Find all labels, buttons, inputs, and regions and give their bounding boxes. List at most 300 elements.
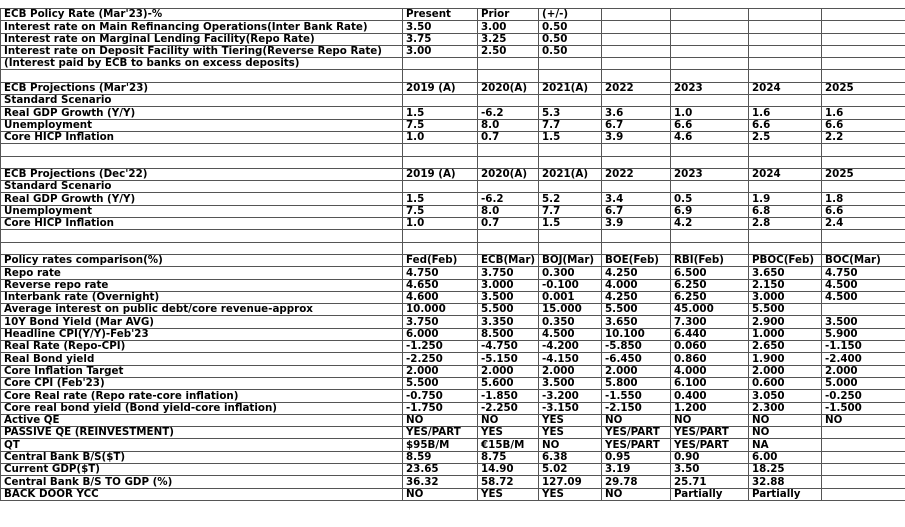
row-label-cell: (Interest paid by ECB to banks on excess deposits) [1, 58, 403, 70]
policy-comparison-row [1, 291, 905, 303]
row-label-cell: Core CPI (Feb'23) [1, 377, 403, 389]
value-cell: 2.000 [539, 365, 602, 377]
value-cell: 6.9 [671, 205, 749, 217]
value-cell: 2.2 [822, 131, 905, 143]
value-cell [671, 45, 749, 57]
empty-cell [478, 156, 539, 168]
value-cell: Present [403, 9, 478, 21]
empty-cell [822, 242, 905, 254]
value-cell: 4.750 [403, 267, 478, 279]
empty-cell [602, 70, 671, 82]
value-cell: -6.2 [478, 193, 539, 205]
value-cell [403, 58, 478, 70]
value-cell: 2019 (A) [403, 82, 478, 94]
blank-row [1, 70, 905, 82]
value-cell [822, 9, 905, 21]
value-cell: NO [822, 414, 905, 426]
value-cell [602, 21, 671, 33]
blank-row [1, 156, 905, 168]
value-cell: Partially [671, 488, 749, 500]
value-cell: 2022 [602, 82, 671, 94]
value-cell: 0.001 [539, 291, 602, 303]
value-cell: 18.25 [749, 463, 822, 475]
value-cell: 3.00 [403, 45, 478, 57]
value-cell: NO [602, 488, 671, 500]
value-cell: 1.9 [749, 193, 822, 205]
value-cell: NO [671, 414, 749, 426]
value-cell: -2.250 [478, 402, 539, 414]
blank-row [1, 230, 905, 242]
policy-comparison-row [1, 439, 905, 451]
row-label-cell: Active QE [1, 414, 403, 426]
value-cell [478, 95, 539, 107]
value-cell: 3.350 [478, 316, 539, 328]
value-cell: 8.59 [403, 451, 478, 463]
value-cell: 1.0 [403, 131, 478, 143]
value-cell [822, 488, 905, 500]
value-cell: YES [478, 427, 539, 439]
value-cell: 2.5 [749, 131, 822, 143]
empty-cell [822, 70, 905, 82]
policy-rate-row [1, 33, 905, 45]
value-cell: -4.750 [478, 341, 539, 353]
value-cell [602, 9, 671, 21]
value-cell: 8.75 [478, 451, 539, 463]
value-cell: 2.000 [478, 365, 539, 377]
value-cell: 6.00 [749, 451, 822, 463]
value-cell: -1.550 [602, 390, 671, 402]
value-cell [822, 451, 905, 463]
value-cell: 6.250 [671, 279, 749, 291]
projections-mar23-row [1, 95, 905, 107]
row-label-cell: Average interest on public debt/core revenue-approx [1, 304, 403, 316]
policy-comparison-header-row [1, 254, 905, 266]
row-label-cell: Current GDP($T) [1, 463, 403, 475]
row-label-cell: Central Bank B/S($T) [1, 451, 403, 463]
value-cell: NO [539, 439, 602, 451]
empty-cell [403, 144, 478, 156]
policy-rate-header-row [1, 9, 905, 21]
row-label-cell: Reverse repo rate [1, 279, 403, 291]
value-cell: 2.000 [822, 365, 905, 377]
value-cell: 3.650 [749, 267, 822, 279]
empty-cell [478, 70, 539, 82]
policy-rate-row [1, 45, 905, 57]
empty-cell [539, 242, 602, 254]
value-cell: 6.7 [602, 205, 671, 217]
value-cell: 5.500 [602, 304, 671, 316]
value-cell: Partially [749, 488, 822, 500]
value-cell: 2.000 [403, 365, 478, 377]
value-cell: 4.650 [403, 279, 478, 291]
value-cell: 5.800 [602, 377, 671, 389]
value-cell: -5.150 [478, 353, 539, 365]
value-cell: 58.72 [478, 476, 539, 488]
value-cell [671, 181, 749, 193]
empty-cell [749, 242, 822, 254]
value-cell: 2022 [602, 168, 671, 180]
value-cell: 4.000 [602, 279, 671, 291]
value-cell [822, 427, 905, 439]
value-cell: 6.100 [671, 377, 749, 389]
value-cell [539, 95, 602, 107]
policy-comparison-row [1, 427, 905, 439]
empty-cell [478, 242, 539, 254]
value-cell: 3.50 [403, 21, 478, 33]
value-cell: (+/-) [539, 9, 602, 21]
projections-mar23-row [1, 107, 905, 119]
value-cell [478, 181, 539, 193]
value-cell [478, 58, 539, 70]
value-cell: 25.71 [671, 476, 749, 488]
value-cell [822, 304, 905, 316]
empty-cell [403, 70, 478, 82]
value-cell: BOJ(Mar) [539, 254, 602, 266]
value-cell [749, 95, 822, 107]
policy-comparison-row [1, 341, 905, 353]
value-cell: -0.750 [403, 390, 478, 402]
value-cell: BOC(Mar) [822, 254, 905, 266]
policy-comparison-row [1, 304, 905, 316]
value-cell: -6.2 [478, 107, 539, 119]
value-cell: 14.90 [478, 463, 539, 475]
value-cell: NO [749, 414, 822, 426]
value-cell: 6.6 [671, 119, 749, 131]
policy-comparison-row [1, 328, 905, 340]
value-cell: NO [602, 414, 671, 426]
value-cell: 127.09 [539, 476, 602, 488]
value-cell [671, 33, 749, 45]
value-cell: -1.150 [822, 341, 905, 353]
value-cell: 2020(A) [478, 82, 539, 94]
value-cell: $95B/M [403, 439, 478, 451]
empty-cell [1, 230, 403, 242]
value-cell: NO [749, 427, 822, 439]
value-cell: -3.150 [539, 402, 602, 414]
value-cell: YES [539, 414, 602, 426]
empty-cell [1, 156, 403, 168]
value-cell [822, 463, 905, 475]
row-label-cell: Standard Scenario [1, 181, 403, 193]
value-cell: 8.500 [478, 328, 539, 340]
value-cell: 3.9 [602, 218, 671, 230]
value-cell [749, 58, 822, 70]
row-label-cell: Repo rate [1, 267, 403, 279]
value-cell: 2025 [822, 82, 905, 94]
value-cell [822, 58, 905, 70]
row-label-cell: Interest rate on Marginal Lending Facility(Repo Rate) [1, 33, 403, 45]
value-cell: 3.19 [602, 463, 671, 475]
projections-dec22-row [1, 193, 905, 205]
value-cell: 2.50 [478, 45, 539, 57]
value-cell: 1.200 [671, 402, 749, 414]
sheet-body [1, 9, 905, 501]
value-cell: 4.250 [602, 291, 671, 303]
row-label-cell: Interest rate on Deposit Facility with Tiering(Reverse Repo Rate) [1, 45, 403, 57]
value-cell: 4.500 [822, 291, 905, 303]
empty-cell [749, 144, 822, 156]
value-cell: 4.6 [671, 131, 749, 143]
value-cell: 2024 [749, 82, 822, 94]
value-cell: 0.95 [602, 451, 671, 463]
value-cell: 7.7 [539, 119, 602, 131]
row-label-cell: Core Inflation Target [1, 365, 403, 377]
empty-cell [671, 230, 749, 242]
row-label-cell: Real Bond yield [1, 353, 403, 365]
value-cell: 29.78 [602, 476, 671, 488]
value-cell: 0.7 [478, 131, 539, 143]
value-cell: 4.000 [671, 365, 749, 377]
value-cell [539, 58, 602, 70]
value-cell: 6.7 [602, 119, 671, 131]
policy-comparison-row [1, 451, 905, 463]
value-cell: 8.0 [478, 119, 539, 131]
value-cell: 3.500 [822, 316, 905, 328]
value-cell: 2020(A) [478, 168, 539, 180]
row-label-cell: Real Rate (Repo-CPI) [1, 341, 403, 353]
row-label-cell: Interest rate on Main Refinancing Operations(Inter Bank Rate) [1, 21, 403, 33]
value-cell: -5.850 [602, 341, 671, 353]
value-cell [671, 95, 749, 107]
policy-comparison-row [1, 463, 905, 475]
value-cell: 1.6 [822, 107, 905, 119]
value-cell [671, 9, 749, 21]
value-cell [403, 95, 478, 107]
value-cell: -1.500 [822, 402, 905, 414]
value-cell: 4.500 [822, 279, 905, 291]
value-cell: 3.6 [602, 107, 671, 119]
value-cell: NO [403, 414, 478, 426]
value-cell: 32.88 [749, 476, 822, 488]
value-cell: NO [403, 488, 478, 500]
value-cell [822, 476, 905, 488]
value-cell: BOE(Feb) [602, 254, 671, 266]
projections-dec22-row [1, 205, 905, 217]
row-label-cell: Interbank rate (Overnight) [1, 291, 403, 303]
policy-comparison-row [1, 377, 905, 389]
row-label-cell: Policy rates comparison(%) [1, 254, 403, 266]
value-cell: -0.100 [539, 279, 602, 291]
value-cell: 3.750 [403, 316, 478, 328]
value-cell: -6.450 [602, 353, 671, 365]
value-cell: 0.300 [539, 267, 602, 279]
empty-cell [403, 156, 478, 168]
value-cell: 0.860 [671, 353, 749, 365]
value-cell: -0.250 [822, 390, 905, 402]
value-cell: RBI(Feb) [671, 254, 749, 266]
row-label-cell: Core real bond yield (Bond yield-core inflation) [1, 402, 403, 414]
value-cell: PBOC(Feb) [749, 254, 822, 266]
value-cell: 4.250 [602, 267, 671, 279]
value-cell: YES/PART [602, 439, 671, 451]
value-cell [749, 9, 822, 21]
row-label-cell: BACK DOOR YCC [1, 488, 403, 500]
row-label-cell: ECB Policy Rate (Mar'23)-% [1, 9, 403, 21]
value-cell: 6.440 [671, 328, 749, 340]
value-cell: -1.850 [478, 390, 539, 402]
value-cell: 1.5 [539, 131, 602, 143]
policy-comparison-row [1, 316, 905, 328]
value-cell: 23.65 [403, 463, 478, 475]
value-cell: 6.000 [403, 328, 478, 340]
value-cell: -2.400 [822, 353, 905, 365]
value-cell: 6.500 [671, 267, 749, 279]
row-label-cell: ECB Projections (Mar'23) [1, 82, 403, 94]
blank-row [1, 144, 905, 156]
value-cell [403, 181, 478, 193]
value-cell: 3.25 [478, 33, 539, 45]
value-cell [822, 33, 905, 45]
blank-row [1, 242, 905, 254]
value-cell [671, 58, 749, 70]
value-cell: 6.6 [822, 205, 905, 217]
value-cell: 2.650 [749, 341, 822, 353]
value-cell: 7.5 [403, 205, 478, 217]
value-cell: 6.6 [822, 119, 905, 131]
value-cell: -2.150 [602, 402, 671, 414]
empty-cell [602, 230, 671, 242]
row-label-cell: Core HICP Inflation [1, 218, 403, 230]
empty-cell [403, 242, 478, 254]
empty-cell [822, 230, 905, 242]
value-cell [749, 33, 822, 45]
policy-comparison-row [1, 353, 905, 365]
value-cell: 5.02 [539, 463, 602, 475]
empty-cell [539, 230, 602, 242]
empty-cell [602, 242, 671, 254]
row-label-cell: 10Y Bond Yield (Mar AVG) [1, 316, 403, 328]
projections-dec22-row [1, 218, 905, 230]
projections-mar23-row [1, 119, 905, 131]
value-cell: YES [478, 488, 539, 500]
value-cell: 3.9 [602, 131, 671, 143]
empty-cell [403, 230, 478, 242]
row-label-cell: Headline CPI(Y/Y)-Feb'23 [1, 328, 403, 340]
value-cell: -4.150 [539, 353, 602, 365]
value-cell: 2021(A) [539, 82, 602, 94]
row-label-cell: Core Real rate (Repo rate-core inflation) [1, 390, 403, 402]
value-cell [602, 33, 671, 45]
value-cell: Fed(Feb) [403, 254, 478, 266]
value-cell: €15B/M [478, 439, 539, 451]
value-cell [539, 181, 602, 193]
row-label-cell: Central Bank B/S TO GDP (%) [1, 476, 403, 488]
value-cell [602, 95, 671, 107]
row-label-cell: Real GDP Growth (Y/Y) [1, 107, 403, 119]
value-cell: 0.90 [671, 451, 749, 463]
value-cell [822, 181, 905, 193]
value-cell: 2023 [671, 82, 749, 94]
value-cell: 10.100 [602, 328, 671, 340]
empty-cell [1, 70, 403, 82]
value-cell: 7.7 [539, 205, 602, 217]
value-cell: 5.500 [749, 304, 822, 316]
value-cell: 0.350 [539, 316, 602, 328]
policy-comparison-row [1, 279, 905, 291]
value-cell: -2.250 [403, 353, 478, 365]
value-cell: 10.000 [403, 304, 478, 316]
policy-comparison-row [1, 476, 905, 488]
value-cell: 1.5 [539, 218, 602, 230]
value-cell: 0.50 [539, 33, 602, 45]
value-cell: 2024 [749, 168, 822, 180]
value-cell: 3.75 [403, 33, 478, 45]
empty-cell [671, 144, 749, 156]
value-cell: 0.50 [539, 45, 602, 57]
row-label-cell: QT [1, 439, 403, 451]
value-cell: 5.000 [822, 377, 905, 389]
value-cell: 6.6 [749, 119, 822, 131]
value-cell: YES/PART [671, 427, 749, 439]
value-cell: 4.750 [822, 267, 905, 279]
value-cell: 6.250 [671, 291, 749, 303]
value-cell: 1.6 [749, 107, 822, 119]
value-cell: 3.50 [671, 463, 749, 475]
row-label-cell: Unemployment [1, 119, 403, 131]
value-cell: Prior [478, 9, 539, 21]
row-label-cell: Unemployment [1, 205, 403, 217]
empty-cell [1, 242, 403, 254]
policy-comparison-row [1, 488, 905, 500]
value-cell: YES/PART [671, 439, 749, 451]
value-cell: 3.000 [749, 291, 822, 303]
value-cell: 15.000 [539, 304, 602, 316]
projections-mar23-header-row [1, 82, 905, 94]
empty-cell [749, 70, 822, 82]
policy-comparison-row [1, 414, 905, 426]
value-cell [822, 45, 905, 57]
projections-dec22-row [1, 181, 905, 193]
value-cell: 1.000 [749, 328, 822, 340]
value-cell: NO [478, 414, 539, 426]
policy-comparison-row [1, 402, 905, 414]
value-cell: YES [539, 488, 602, 500]
empty-cell [822, 156, 905, 168]
value-cell: -4.200 [539, 341, 602, 353]
value-cell: 2.300 [749, 402, 822, 414]
value-cell: 2.900 [749, 316, 822, 328]
value-cell: -1.250 [403, 341, 478, 353]
value-cell [749, 45, 822, 57]
value-cell: 3.500 [478, 291, 539, 303]
value-cell: 2.000 [602, 365, 671, 377]
value-cell: 1.0 [403, 218, 478, 230]
value-cell: NA [749, 439, 822, 451]
row-label-cell: ECB Projections (Dec'22) [1, 168, 403, 180]
value-cell: 1.8 [822, 193, 905, 205]
row-label-cell: Core HICP Inflation [1, 131, 403, 143]
empty-cell [539, 144, 602, 156]
value-cell: 8.0 [478, 205, 539, 217]
value-cell: 2025 [822, 168, 905, 180]
empty-cell [1, 144, 403, 156]
row-label-cell: Real GDP Growth (Y/Y) [1, 193, 403, 205]
value-cell: 3.500 [539, 377, 602, 389]
empty-cell [671, 70, 749, 82]
value-cell: 0.060 [671, 341, 749, 353]
empty-cell [539, 156, 602, 168]
value-cell: 3.4 [602, 193, 671, 205]
value-cell: YES/PART [602, 427, 671, 439]
row-label-cell: PASSIVE QE (REINVESTMENT) [1, 427, 403, 439]
policy-comparison-row [1, 267, 905, 279]
empty-cell [671, 242, 749, 254]
value-cell: 6.38 [539, 451, 602, 463]
empty-cell [749, 156, 822, 168]
value-cell: 5.500 [403, 377, 478, 389]
row-label-cell: Standard Scenario [1, 95, 403, 107]
value-cell: 1.5 [403, 107, 478, 119]
